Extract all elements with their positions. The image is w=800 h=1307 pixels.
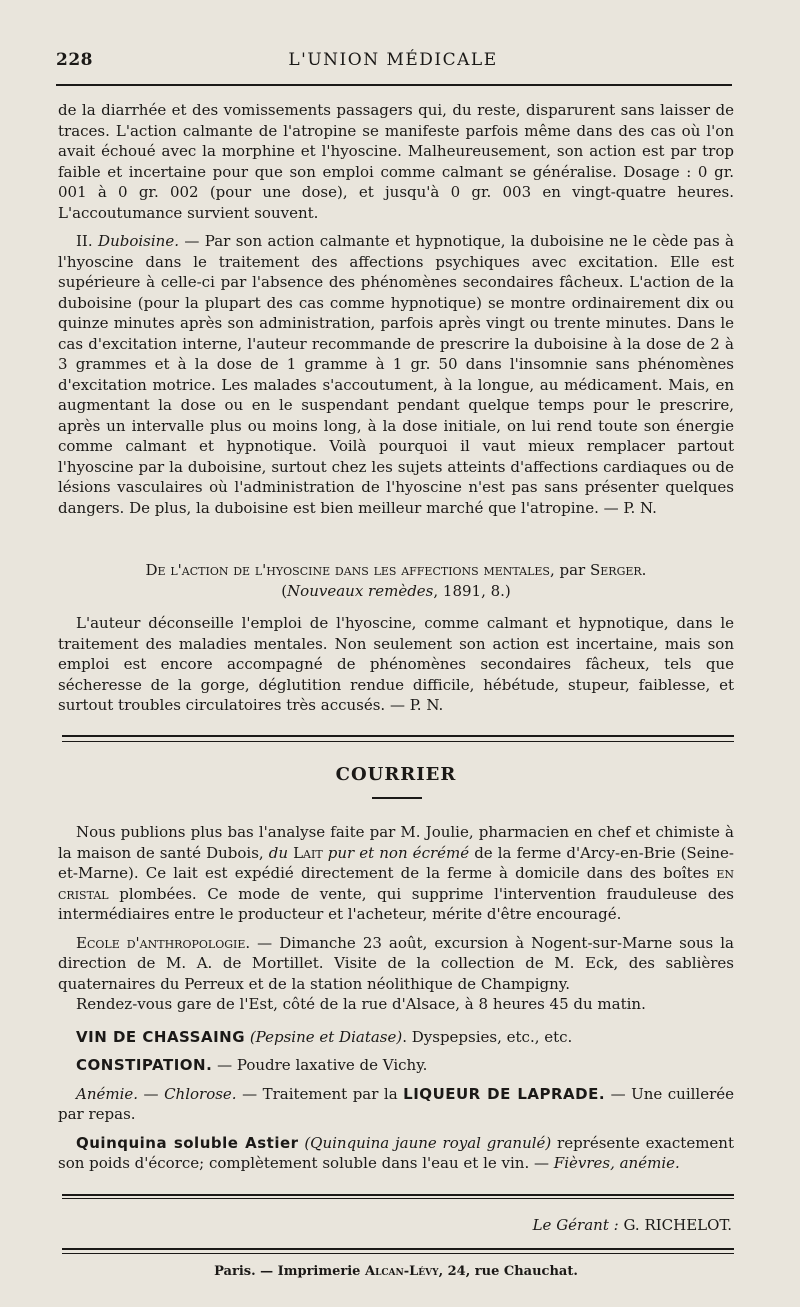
ad-quin-name: Quinquina soluble Astier <box>76 1133 299 1152</box>
ad-vin-name: VIN DE CHASSAING <box>76 1027 246 1046</box>
footer-printer: Alcan-Lévy <box>364 1264 439 1279</box>
header-rule <box>56 84 732 86</box>
ad-quinquina <box>58 1133 734 1174</box>
ad-laprade-name: LIQUEUR DE LAPRADE. <box>403 1084 606 1103</box>
ad-const-text: — Poudre laxative de Vichy. <box>212 1056 428 1074</box>
joulie-text-2: de la ferme d'Arcy-en-Brie (Seine-et-Marne). Ce lait est expédié directement de la ferme à domicile dans des boîtes <box>58 843 734 882</box>
section-double-rule <box>62 735 734 742</box>
section-numeral: II. <box>76 232 93 250</box>
ad-quin-text: représente exactement son poids d'écorce; complètement soluble dans l'eau et le vin. — <box>58 1133 734 1172</box>
joulie-text-3: plombées. Ce mode de vente, qui supprime l'intervention frauduleuse des intermédiaires entre le producteur et l'acheteur, mérite d'être encouragé. <box>58 884 734 923</box>
ad-vin-chassaing <box>58 1027 734 1048</box>
main-column-top <box>58 100 734 518</box>
gerant-signature <box>533 1216 732 1234</box>
hyoscine-article <box>58 560 734 716</box>
joulie-lait: Lait <box>288 843 323 862</box>
ad-const-name: CONSTIPATION. <box>76 1056 213 1074</box>
courrier-heading: COURRIER <box>335 764 457 785</box>
ad-vin-text: . Dyspepsies, etc., etc. <box>402 1027 573 1046</box>
ad-laprade-pre: — Traitement par la <box>236 1084 404 1103</box>
duboisine-paragraph <box>58 231 734 518</box>
ad-laprade-post: — Une cuillerée par repas. <box>58 1084 735 1123</box>
gerant-name: G. RICHELOT. <box>618 1216 732 1234</box>
page-number: 228 <box>56 50 93 70</box>
courrier-underline <box>372 797 422 799</box>
ecole-label: Ecole d'anthropologie. <box>76 933 251 952</box>
ad-laprade <box>58 1084 734 1125</box>
courrier-column <box>58 822 734 1174</box>
source-title: Nouveaux remèdes <box>287 581 434 600</box>
atropine-paragraph-end: de la diarrhée et des vomissements passagers qui, du reste, disparurent sans laisser de traces. L'action calmante de l'atropine se manifeste parfois même dans des cas où l'on avait échoué avec la morphine et l'hyoscine. Malheureusement, son action est par trop faible et incertaine pour que son emploi comme calmant se généralise. Dosage : 0 gr. 001 à 0 gr. 002 (pour une dose), et jusqu'à 0 gr. 003 en vingt-quatre heures. L'accoutumance survient souvent. <box>58 101 734 222</box>
duboisine-text: — Par son action calmante et hypnotique, la duboisine ne le cède pas à l'hyoscine dans le traitement des affections psychiques avec excitation. Elle est supérieure à celle-ci par l'absence des phénomènes secondaires fâcheux. L'action de la duboisine (pour la plupart des cas comme hypnotique) se montre ordinairement dix ou quinze minutes après son administration, parfois après vingt ou trente minutes. Dans le cas d'excitation interne, l'auteur recommande de prescrire la duboisine à la dose de 2 à 3 grammes et à la dose de 1 gramme à 1 gr. 50 dans l'insomnie sans phénomènes d'excitation motrice. Les malades s'accoutument, à la longue, au médicament. Mais, en augmentant la dose ou en le suspendant pendant quelque temps pour le prescrire, après un intervalle plus ou moins long, à la dose initiale, on lui rend toute son énergie comme calmant et hypnotique. Voilà pourquoi il vaut mieux remplacer partout l'hyoscine par la duboisine, surtout chez les sujets atteints d'affections cardiaques ou de lésions vasculaires où l'administration de l'hyoscine n'est pas sans présenter quelques dangers. De plus, la duboisine est bien meilleur marché que l'atropine. — P. N. <box>58 232 735 517</box>
ad-quin-end: Fièvres, anémie. <box>553 1154 680 1172</box>
ecole-rendezvous: Rendez-vous gare de l'Est, côté de la rue d'Alsace, à 8 heures 45 du matin. <box>76 995 646 1013</box>
hyoscine-article-text: L'auteur déconseille l'emploi de l'hyoscine, comme calmant et hypnotique, dans le traitement des maladies mentales. Non seulement son action est incertaine, mais son emploi est encore accompagné de phénomènes secondaires fâcheux, tels que sécheresse de la gorge, déglutition rendue difficile, hébétude, stupeur, faiblesse, et surtout troubles circulatoires très accusés. — P. N. <box>58 614 734 714</box>
footer-city: Paris. — Imprimerie <box>214 1264 365 1279</box>
joulie-pur: pur et non écrémé <box>322 843 470 862</box>
footer-address: , 24, rue Chauchat. <box>438 1264 578 1279</box>
article-author: Serger. <box>590 561 647 579</box>
ecole-text: — Dimanche 23 août, excursion à Nogent-sur-Marne sous la direction de M. A. de Mortillet. Visite de la collection de M. Eck, des sablières quaternaires du Perreux et de la station néolithique de Champigny. <box>58 933 734 993</box>
joulie-du: du <box>268 843 289 862</box>
journal-title: L'UNION MÉDICALE <box>288 50 498 70</box>
article-by: , par <box>549 561 590 579</box>
ad-constipation <box>58 1055 734 1076</box>
ad-anemie: Anémie. <box>76 1084 139 1103</box>
source-detail: , 1891, 8.) <box>433 581 511 600</box>
ad-vin-paren: (Pepsine et Diatase) <box>249 1027 403 1046</box>
joulie-text-1: Nous publions plus bas l'analyse faite par M. Joulie, pharmacien en chef et chimiste à la maison de santé Dubois, <box>58 823 734 862</box>
article-title: De l'action de l'hyoscine dans les affections mentales <box>145 561 550 579</box>
joulie-en-cristal: en cristal <box>58 864 734 903</box>
hyoscine-article-heading <box>58 560 734 581</box>
ad-dash: — <box>138 1084 165 1103</box>
footer-rule <box>62 1248 734 1254</box>
page-header <box>56 50 730 78</box>
article-source: (Nouveaux remèdes, 1891, 8.) <box>281 581 511 600</box>
duboisine-title: Duboisine. <box>98 232 179 250</box>
ad-quin-paren: (Quinquina jaune royal granulé) <box>304 1133 552 1152</box>
ad-chlorose: Chlorose. <box>164 1084 237 1103</box>
gerant-label: Le Gérant : <box>532 1216 619 1234</box>
ecole-paragraph <box>58 933 734 995</box>
printer-footer <box>58 1264 734 1279</box>
joulie-paragraph <box>58 822 734 925</box>
signature-rule <box>62 1194 734 1199</box>
